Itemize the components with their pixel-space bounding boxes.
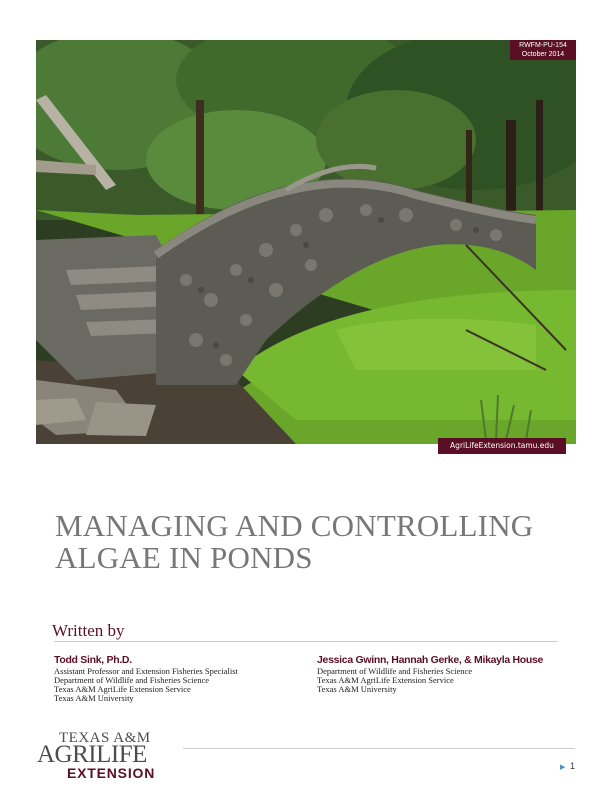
publication-date: October 2014 [521, 51, 565, 58]
publication-tag [510, 40, 576, 60]
author-organization: Texas A&M AgriLife Extension Service [54, 684, 191, 694]
footer-divider [183, 748, 575, 749]
author-title: Assistant Professor and Extension Fisheries Specialist [54, 666, 238, 676]
author-block-coauthors [317, 654, 543, 694]
logo-line-3: EXTENSION [67, 765, 156, 781]
author-organization: Texas A&M AgriLife Extension Service [317, 675, 454, 685]
divider [54, 641, 558, 642]
written-by-heading: Written by [52, 621, 125, 640]
author-department: Department of Wildlife and Fisheries Science [54, 675, 210, 685]
author-name: Todd Sink, Ph.D. [54, 654, 132, 666]
title-line-1: MANAGING AND CONTROLLING [55, 508, 534, 543]
title-line-2: ALGAE IN PONDS [55, 540, 313, 575]
website-link[interactable]: AgriLifeExtension.tamu.edu [438, 438, 566, 454]
author-university: Texas A&M University [317, 684, 397, 694]
document-title [55, 510, 575, 574]
author-university: Texas A&M University [54, 693, 134, 703]
logo-line-1: TEXAS A&M [59, 730, 151, 746]
author-department: Department of Wildlife and Fisheries Science [317, 666, 473, 676]
cover-photo [36, 40, 576, 444]
logo-line-2: AGRILIFE [37, 741, 147, 768]
stone-bridge-pond-image [36, 40, 576, 444]
triangle-right-icon: ▶ [560, 764, 566, 771]
author-name: Jessica Gwinn, Hannah Gerke, & Mikayla House [317, 654, 544, 666]
agrilife-extension-logo [37, 730, 177, 782]
publication-code: RWFM-PU-154 [519, 42, 567, 49]
author-block-sink [54, 654, 238, 703]
page-number: 1 [570, 761, 576, 771]
